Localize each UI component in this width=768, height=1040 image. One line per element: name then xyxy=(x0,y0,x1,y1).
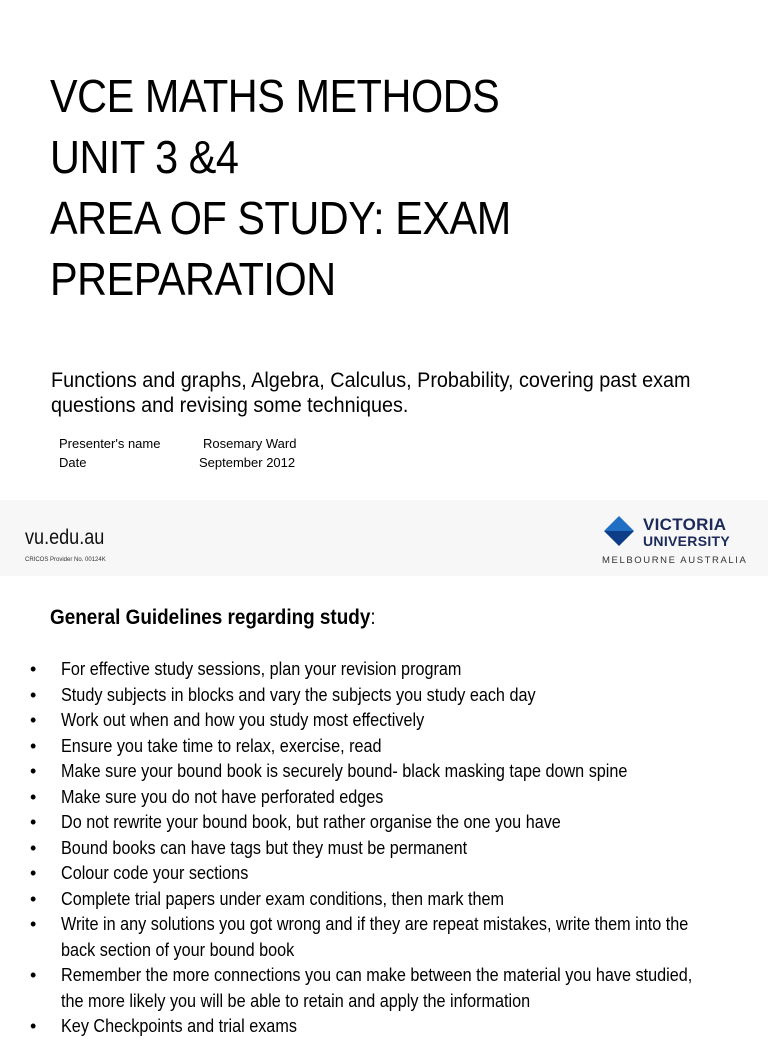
logo-word-university: UNIVERSITY xyxy=(643,533,731,549)
list-item xyxy=(0,861,768,887)
list-item-text: Complete trial papers under exam conditions, then mark them xyxy=(61,888,505,909)
guidelines-heading-bold: General Guidelines regarding study xyxy=(50,606,371,629)
list-item-text: Work out when and how you study most effectively xyxy=(61,710,425,730)
bullet-glyph: • xyxy=(30,965,37,985)
list-item-text: Bound books can have tags but they must be permanent xyxy=(61,837,468,858)
list-item xyxy=(0,759,768,785)
list-item xyxy=(0,734,768,760)
list-item-text: Make sure your bound book is securely bound- black masking tape down spine xyxy=(61,761,628,781)
list-item xyxy=(0,810,768,836)
bullet-glyph: • xyxy=(30,735,37,756)
bullet-glyph: • xyxy=(30,914,37,934)
bullet-glyph: • xyxy=(30,659,37,679)
title-line: AREA OF STUDY: EXAM xyxy=(50,192,511,244)
list-item xyxy=(0,887,768,913)
website-url: vu.edu.au xyxy=(25,526,105,549)
bullet-glyph: • xyxy=(30,863,37,883)
list-item xyxy=(0,912,768,963)
bullet-glyph: • xyxy=(30,684,37,705)
slide-title xyxy=(50,66,511,310)
bullet-glyph: • xyxy=(30,837,37,858)
list-item xyxy=(0,785,768,811)
list-item-text: Do not rewrite your bound book, but rather organise the one you have xyxy=(61,812,561,832)
bullet-glyph: • xyxy=(30,710,37,730)
bullet-glyph: • xyxy=(30,888,37,909)
list-item xyxy=(0,708,768,734)
bullet-glyph: • xyxy=(30,812,37,832)
guidelines-list xyxy=(0,657,768,1040)
date-label: Date xyxy=(59,455,87,470)
list-item-text: Make sure you do not have perforated edges xyxy=(61,786,384,807)
list-item xyxy=(0,657,768,683)
list-item xyxy=(0,683,768,709)
guidelines-heading-colon: : xyxy=(370,606,376,629)
bullet-glyph: • xyxy=(30,761,37,781)
list-item xyxy=(0,1014,768,1040)
presenter-label: Presenter's name xyxy=(59,436,161,451)
list-item-text: Write in any solutions you got wrong and if they are repeat mistakes, write them into the back section of your bound book xyxy=(61,914,689,960)
list-item-text: Key Checkpoints and trial exams xyxy=(61,1016,297,1036)
logo-subtitle: MELBOURNE AUSTRALIA xyxy=(602,555,748,566)
title-line: UNIT 3 &4 xyxy=(50,131,239,183)
bullet-glyph: • xyxy=(30,786,37,807)
slide-subtitle: Functions and graphs, Algebra, Calculus, Probability, covering past exam questions and revising some techniques. xyxy=(51,368,691,417)
guidelines-heading xyxy=(50,604,376,632)
title-line: VCE MATHS METHODS xyxy=(50,70,500,122)
presenter-value: Rosemary Ward xyxy=(203,436,297,451)
title-line: PREPARATION xyxy=(50,253,336,305)
diamond-logo-icon xyxy=(604,516,634,546)
cricos-provider: CRICOS Provider No. 00124K xyxy=(25,557,106,563)
list-item-text: Colour code your sections xyxy=(61,863,249,883)
list-item-text: Study subjects in blocks and vary the subjects you study each day xyxy=(61,684,536,705)
list-item-text: Ensure you take time to relax, exercise, read xyxy=(61,735,382,756)
list-item xyxy=(0,963,768,1014)
bullet-glyph: • xyxy=(30,1016,37,1036)
logo-word-victoria: VICTORIA xyxy=(643,515,727,534)
list-item-text: Remember the more connections you can make between the material you have studied, the more likely you will be able to retain and apply the information xyxy=(61,965,693,1011)
date-value: September 2012 xyxy=(199,455,296,470)
list-item-text: For effective study sessions, plan your revision program xyxy=(61,659,462,679)
victoria-university-logo xyxy=(601,514,746,568)
list-item xyxy=(0,836,768,862)
